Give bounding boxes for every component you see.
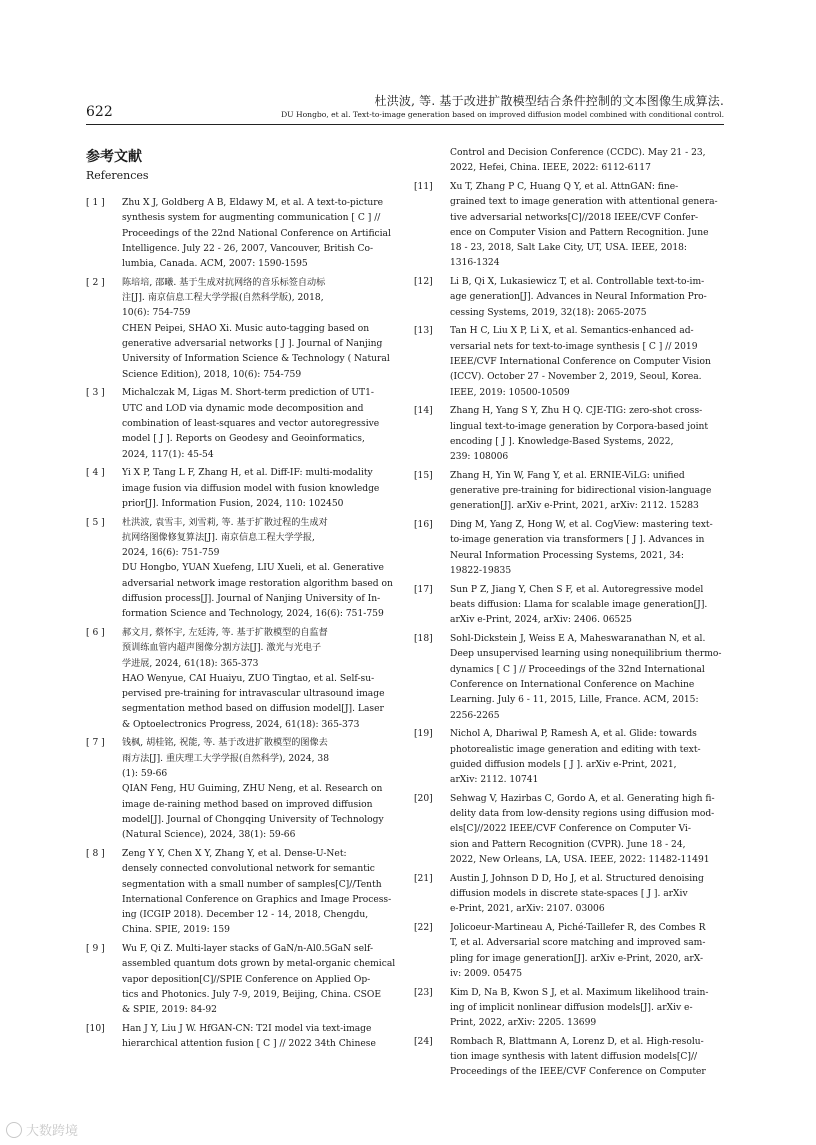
reference-item xyxy=(414,404,724,465)
reference-text-line: Ding M, Yang Z, Hong W, et al. CogView: mastering text- xyxy=(450,520,713,531)
reference-text-line: Proceedings of the 22nd National Conference on Artificial xyxy=(122,228,391,239)
reference-item xyxy=(414,583,724,629)
reference-text-line: model [ J ]. Reports on Geodesy and Geoinformatics, xyxy=(122,434,365,445)
reference-text-line: iv: 2009. 05475 xyxy=(450,968,523,979)
reference-text-line: combination of least-squares and vector autoregressive xyxy=(122,418,380,429)
reference-text-line: UTC and LOD via dynamic mode decomposition and xyxy=(122,403,364,414)
reference-number: [16] xyxy=(414,520,433,531)
reference-number: [13] xyxy=(414,326,433,337)
reference-text-line: 陈培培, 邵曦. 基于生成对抗网络的音乐标签自动标 xyxy=(122,277,326,288)
reference-number: [ 9 ] xyxy=(86,944,105,955)
reference-text-line: 注[J]. 南京信息工程大学学报(自然科学版), 2018, xyxy=(122,293,324,304)
reference-text-line: photorealistic image generation and editing with text- xyxy=(450,744,701,755)
reference-item xyxy=(414,1035,724,1081)
reference-number: [ 7 ] xyxy=(86,738,105,749)
reference-text-line: image fusion via diffusion model with fusion knowledge xyxy=(122,483,380,494)
reference-text-line: 2024, 117(1): 45-54 xyxy=(122,449,214,460)
reference-number: [20] xyxy=(414,793,433,804)
reference-text-line: Nichol A, Dhariwal P, Ramesh A, et al. Glide: towards xyxy=(450,729,697,740)
reference-text-line: Li B, Qi X, Lukasiewicz T, et al. Controllable text-to-im- xyxy=(450,277,705,288)
reference-text-line: Zhang H, Yin W, Fang Y, et al. ERNIE-ViLG: unified xyxy=(450,470,685,481)
reference-number: [22] xyxy=(414,922,433,933)
reference-text-line: Conference on International Conference on Machine xyxy=(450,679,695,690)
reference-text-line: Rombach R, Blattmann A, Lorenz D, et al. High-resolu- xyxy=(450,1036,704,1047)
reference-text-line: Sohl-Dickstein J, Weiss E A, Maheswaranathan N, et al. xyxy=(450,634,706,645)
reference-text-line: grained text to image generation with attentional genera- xyxy=(450,197,718,208)
reference-number: [ 4 ] xyxy=(86,468,105,479)
reference-text-line: to-image generation via transformers [ J ]. Advances in xyxy=(450,535,705,546)
reference-text-line: age generation[J]. Advances in Neural Information Pro- xyxy=(450,292,707,303)
reference-number: [21] xyxy=(414,873,433,884)
reference-text-line: Jolicoeur-Martineau A, Piché-Taillefer R, des Combes R xyxy=(450,922,706,933)
reference-text-line: arXiv: 2112. 10741 xyxy=(450,775,539,786)
reference-text-line: model[J]. Journal of Chongqing University of Technology xyxy=(122,814,384,825)
reference-number: [23] xyxy=(414,987,433,998)
reference-text-line: Zeng Y Y, Chen X Y, Zhang Y, et al. Dense-U-Net: xyxy=(122,848,347,859)
reference-text-line: hierarchical attention fusion [ C ] // 2022 34th Chinese xyxy=(122,1039,376,1050)
reference-text-line: International Conference on Graphics and Image Process- xyxy=(122,894,392,905)
watermark-logo-icon xyxy=(6,1122,22,1138)
reference-list-right xyxy=(414,146,724,1081)
reference-text-line: Proceedings of the IEEE/CVF Conference on Computer xyxy=(450,1067,706,1078)
reference-number: [18] xyxy=(414,634,433,645)
left-column xyxy=(86,142,396,1056)
reference-text-line: assembled quantum dots grown by metal-organic chemical xyxy=(122,959,396,970)
reference-text-line: densely connected convolutional network for semantic xyxy=(122,864,375,875)
reference-text-line: & Optoelectronics Progress, 2024, 61(18): 365-373 xyxy=(122,719,360,730)
reference-item xyxy=(86,736,396,843)
reference-text-line: segmentation with a small number of samples[C]//Tenth xyxy=(122,879,382,890)
reference-text-line: 郝文月, 蔡怀宇, 左廷涛, 等. 基于扩散模型的自监督 xyxy=(122,627,328,638)
reference-item xyxy=(414,986,724,1032)
reference-item xyxy=(414,469,724,515)
header-rule xyxy=(86,124,724,125)
page-number: 622 xyxy=(86,104,113,120)
reference-text-line: CHEN Peipei, SHAO Xi. Music auto-tagging based on xyxy=(122,323,370,334)
reference-text-line: e-Print, 2021, arXiv: 2107. 03006 xyxy=(450,904,605,915)
reference-item xyxy=(86,196,396,272)
reference-text-line: pervised pre-training for intravascular ultrasound image xyxy=(122,689,385,700)
reference-text-line: diffusion models in discrete state-spaces [ J ]. arXiv xyxy=(450,888,688,899)
reference-text-line: 10(6): 754-759 xyxy=(122,308,191,319)
reference-text-line: 19822-19835 xyxy=(450,566,512,577)
reference-number: [ 6 ] xyxy=(86,627,105,638)
reference-text-line: DU Hongbo, YUAN Xuefeng, LIU Xueli, et al. Generative xyxy=(122,563,384,574)
reference-text-line: Wu F, Qi Z. Multi-layer stacks of GaN/n-Al0.5GaN self- xyxy=(122,944,374,955)
reference-item xyxy=(414,180,724,272)
reference-item xyxy=(414,324,724,400)
reference-text-line: (1): 59-66 xyxy=(122,769,168,780)
reference-text-line: prior[J]. Information Fusion, 2024, 110: 102450 xyxy=(122,498,344,509)
reference-text-line: T, et al. Adversarial score matching and improved sam- xyxy=(450,938,706,949)
reference-text-line: 239: 108006 xyxy=(450,452,509,463)
reference-item xyxy=(86,1022,396,1053)
reference-item xyxy=(86,516,396,623)
reference-text-line: beats diffusion: Llama for scalable image generation[J]. xyxy=(450,600,708,611)
reference-text-line: lingual text-to-image generation by Corpora-based joint xyxy=(450,421,709,432)
reference-text-line: generative pre-training for bidirectional vision-language xyxy=(450,486,712,497)
reference-text-line: Tan H C, Liu X P, Li X, et al. Semantics-enhanced ad- xyxy=(450,326,694,337)
reference-text-line: Sun P Z, Jiang Y, Chen S F, et al. Autoregressive model xyxy=(450,584,704,595)
reference-item xyxy=(414,921,724,982)
reference-text-line: Deep unsupervised learning using nonequilibrium thermo- xyxy=(450,649,722,660)
reference-text-line: lumbia, Canada. ACM, 2007: 1590-1595 xyxy=(122,259,308,270)
reference-item xyxy=(414,632,724,724)
reference-text-line: vapor deposition[C]//SPIE Conference on Applied Op- xyxy=(122,974,371,985)
reference-text-line: Kim D, Na B, Kwon S J, et al. Maximum likelihood train- xyxy=(450,987,709,998)
reference-text-line: (ICCV). October 27 - November 2, 2019, Seoul, Korea. xyxy=(450,372,702,383)
reference-text-line: generation[J]. arXiv e-Print, 2021, arXiv: 2112. 15283 xyxy=(450,501,699,512)
reference-text-line: dynamics [ C ] // Proceedings of the 32nd International xyxy=(450,664,705,675)
watermark xyxy=(6,1120,78,1139)
reference-text-line: & SPIE, 2019: 84-92 xyxy=(122,1005,217,1016)
reference-text-line: adversarial network image restoration algorithm based on xyxy=(122,578,393,589)
reference-text-line: ence on Computer Vision and Pattern Recognition. June xyxy=(450,227,709,238)
watermark-text: 大数跨境 xyxy=(26,1124,79,1139)
reference-text-line: tics and Photonics. July 7-9, 2019, Beijing, China. CSOE xyxy=(122,989,381,1000)
reference-text-line: 2024, 16(6): 751-759 xyxy=(122,548,220,559)
reference-item xyxy=(414,872,724,918)
reference-text-line: Austin J, Johnson D D, Ho J, et al. Structured denoising xyxy=(450,873,704,884)
reference-number: [17] xyxy=(414,584,433,595)
right-column xyxy=(414,146,724,1084)
reference-text-line: 1316-1324 xyxy=(450,258,500,269)
reference-text-line: 学进展, 2024, 61(18): 365-373 xyxy=(122,658,259,669)
reference-item xyxy=(414,727,724,788)
reference-text-line: image de-raining method based on improved diffusion xyxy=(122,799,373,810)
reference-text-line: ing of implicit nonlinear diffusion models[J]. arXiv e- xyxy=(450,1002,693,1013)
reference-text-line: 2022, Hefei, China. IEEE, 2022: 6112-6117 xyxy=(450,163,651,174)
reference-text-line: delity data from low-density regions using diffusion mod- xyxy=(450,809,715,820)
reference-text-line: Science Edition), 2018, 10(6): 754-759 xyxy=(122,369,302,380)
reference-item xyxy=(86,847,396,939)
reference-text-line: Sehwag V, Hazirbas C, Gordo A, et al. Generating high fi- xyxy=(450,793,715,804)
reference-number: [11] xyxy=(414,181,433,192)
reference-text-line: Han J Y, Liu J W. HfGAN-CN: T2I model via text-image xyxy=(122,1023,372,1034)
reference-text-line: els[C]//2022 IEEE/CVF Conference on Computer Vi- xyxy=(450,824,691,835)
reference-number: [ 5 ] xyxy=(86,517,105,528)
reference-text-line: (Natural Science), 2024, 38(1): 59-66 xyxy=(122,830,296,841)
reference-item xyxy=(86,626,396,733)
reference-item xyxy=(414,518,724,579)
reference-text-line: Learning. July 6 - 11, 2015, Lille, France. ACM, 2015: xyxy=(450,695,699,706)
reference-text-line: 雨方法[J]. 重庆理工大学学报(自然科学), 2024, 38 xyxy=(122,753,330,764)
reference-text-line: segmentation method based on diffusion model[J]. Laser xyxy=(122,704,384,715)
reference-text-line: Zhu X J, Goldberg A B, Eldawy M, et al. A text-to-picture xyxy=(122,198,384,208)
reference-text-line: Neural Information Processing Systems, 2021, 34: xyxy=(450,550,684,561)
reference-number: [24] xyxy=(414,1036,433,1047)
reference-text-line: tion image synthesis with latent diffusion models[C]// xyxy=(450,1052,698,1063)
reference-text-line: IEEE, 2019: 10500-10509 xyxy=(450,387,570,398)
reference-item xyxy=(86,466,396,512)
reference-item xyxy=(414,146,724,177)
reference-text-line: 2256-2265 xyxy=(450,710,500,721)
reference-text-line: University of Information Science & Technology ( Natural xyxy=(122,354,390,365)
reference-text-line: generative adversarial networks [ J ]. Journal of Nanjing xyxy=(122,339,383,350)
running-header-en: DU Hongbo, et al. Text-to-image generation based on improved diffusion model combined with conditional control. xyxy=(281,110,724,119)
reference-number: [12] xyxy=(414,277,433,288)
reference-text-line: 钱枫, 胡桂铭, 祝能, 等. 基于改进扩散模型的图像去 xyxy=(122,738,328,749)
reference-text-line: pling for image generation[J]. arXiv e-Print, 2020, arX- xyxy=(450,953,704,964)
reference-text-line: encoding [ J ]. Knowledge-Based Systems, 2022, xyxy=(450,436,674,447)
reference-text-line: 抗网络图像修复算法[J]. 南京信息工程大学学报, xyxy=(122,532,315,543)
reference-text-line: Print, 2022, arXiv: 2205. 13699 xyxy=(450,1018,597,1029)
reference-text-line: diffusion process[J]. Journal of Nanjing University of In- xyxy=(122,593,381,604)
reference-text-line: formation Science and Technology, 2024, 16(6): 751-759 xyxy=(122,609,384,620)
reference-text-line: 2022, New Orleans, LA, USA. IEEE, 2022: 11482-11491 xyxy=(450,854,710,865)
reference-text-line: China. SPIE, 2019: 159 xyxy=(122,925,230,936)
reference-text-line: tive adversarial networks[C]//2018 IEEE/CVF Confer- xyxy=(450,212,699,223)
reference-text-line: Zhang H, Yang S Y, Zhu H Q. CJE-TIG: zero-shot cross- xyxy=(450,406,703,417)
reference-item xyxy=(414,275,724,321)
section-title-en: References xyxy=(86,169,149,182)
reference-text-line: HAO Wenyue, CAI Huaiyu, ZUO Tingtao, et al. Self-su- xyxy=(122,673,375,684)
reference-text-line: IEEE/CVF International Conference on Computer Vision xyxy=(450,357,711,368)
reference-number: [10] xyxy=(86,1023,105,1034)
reference-text-line: 杜洪波, 袁雪丰, 刘雪莉, 等. 基于扩散过程的生成对 xyxy=(122,517,328,528)
reference-number: [19] xyxy=(414,729,433,740)
reference-list-left xyxy=(86,196,396,1053)
reference-text-line: ing (ICGIP 2018). December 12 - 14, 2018, Chengdu, xyxy=(122,910,369,921)
reference-text-line: synthesis system for augmenting communication [ C ] // xyxy=(122,213,381,224)
reference-text-line: QIAN Feng, HU Guiming, ZHU Neng, et al. Research on xyxy=(122,784,383,795)
reference-text-line: arXiv e-Print, 2024, arXiv: 2406. 06525 xyxy=(450,615,632,626)
reference-number: [15] xyxy=(414,470,433,481)
reference-text-line: sion and Pattern Recognition (CVPR). June 18 - 24, xyxy=(450,839,686,850)
reference-item xyxy=(86,942,396,1018)
reference-number: [ 8 ] xyxy=(86,848,105,859)
reference-item xyxy=(414,792,724,868)
reference-number: [ 1 ] xyxy=(86,198,105,208)
section-title-cn: 参考文献 xyxy=(86,149,142,165)
reference-text-line: versarial nets for text-to-image synthesis [ C ] // 2019 xyxy=(450,341,698,352)
reference-text-line: 18 - 23, 2018, Salt Lake City, UT, USA. IEEE, 2018: xyxy=(450,243,688,254)
reference-text-line: Xu T, Zhang P C, Huang Q Y, et al. AttnGAN: fine- xyxy=(450,181,679,192)
reference-number: [ 3 ] xyxy=(86,388,105,399)
reference-text-line: guided diffusion models [ J ]. arXiv e-Print, 2021, xyxy=(450,759,677,770)
running-header-cn: 杜洪波, 等. 基于改进扩散模型结合条件控制的文本图像生成算法. xyxy=(374,94,724,108)
reference-item xyxy=(86,386,396,462)
reference-text-line: Intelligence. July 22 - 26, 2007, Vancouver, British Co- xyxy=(122,243,374,254)
reference-text-line: 预训练血管内超声图像分割方法[J]. 激光与光电子 xyxy=(122,643,322,654)
reference-text-line: Michalczak M, Ligas M. Short-term prediction of UT1- xyxy=(122,388,375,399)
reference-item xyxy=(86,276,396,383)
reference-number: [ 2 ] xyxy=(86,277,105,288)
reference-number: [14] xyxy=(414,406,433,417)
reference-text-line: cessing Systems, 2019, 32(18): 2065-2075 xyxy=(450,307,647,318)
reference-text-line: Control and Decision Conference (CCDC). May 21 - 23, xyxy=(450,148,706,158)
reference-text-line: Yi X P, Tang L F, Zhang H, et al. Diff-IF: multi-modality xyxy=(122,468,373,479)
